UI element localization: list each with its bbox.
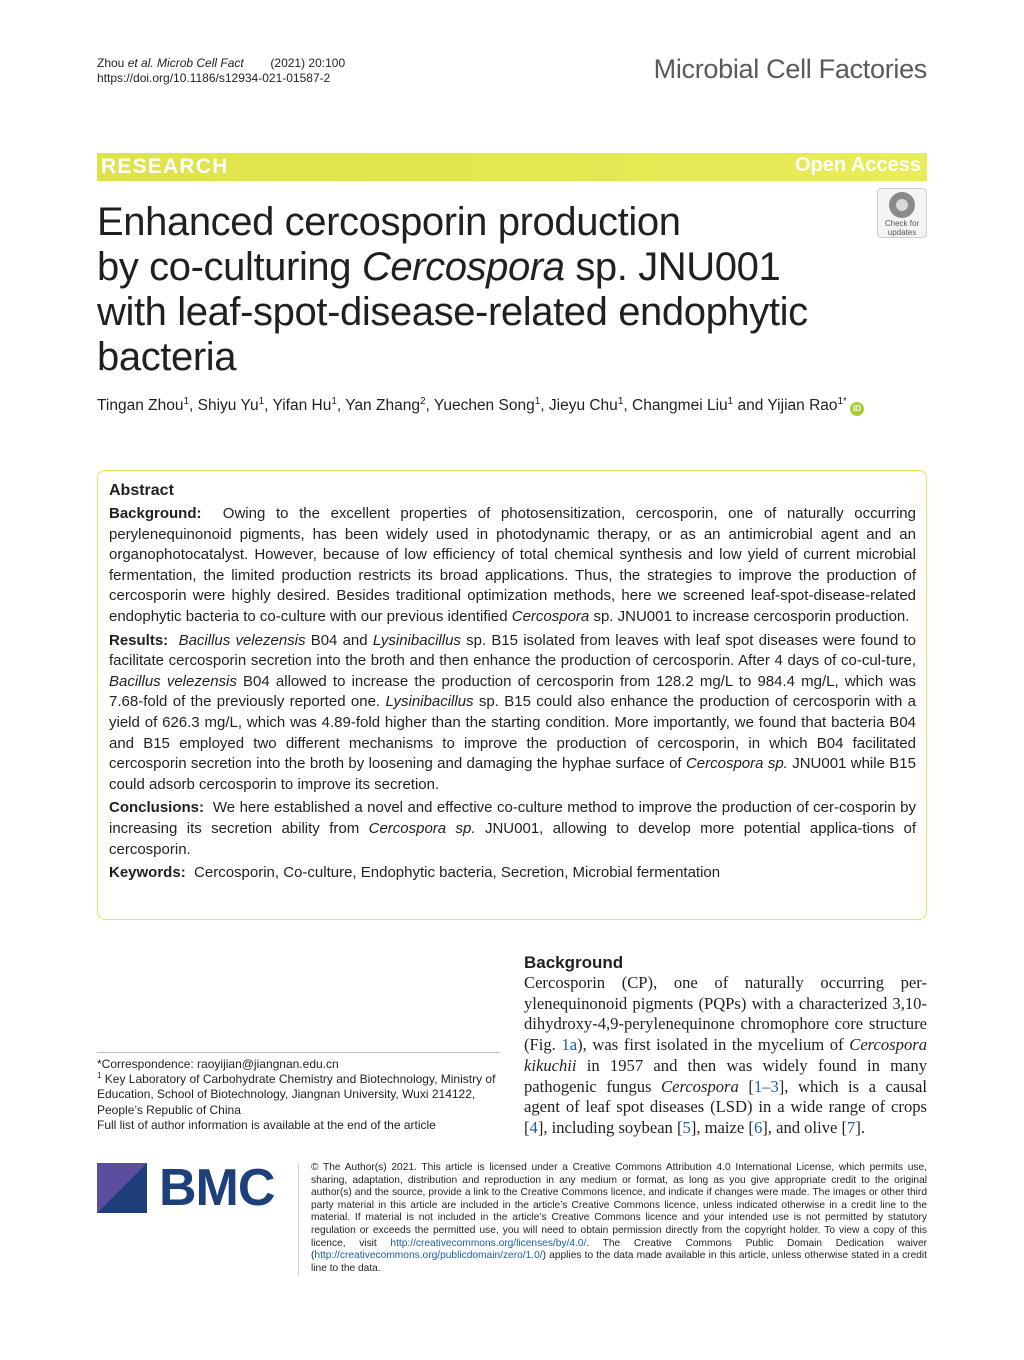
title-line-3: with leaf-spot-disease-related endophytic <box>97 290 808 334</box>
figure-ref[interactable]: 1a <box>561 1035 578 1055</box>
publicdomain-link[interactable]: http://creativecommons.org/publicdomain/zero/1.0/ <box>314 1250 543 1262</box>
article-type-banner <box>97 153 927 181</box>
article-type-label: RESEARCH <box>101 155 229 178</box>
citation <box>97 56 345 86</box>
author-info-note: Full list of author information is available at the end of the article <box>97 1117 436 1132</box>
citation-volume: (2021) 20:100 <box>243 56 346 70</box>
affiliation: $^1$ Key Laboratory of Carbohydrate Chemistry and Biotechnology, Ministry of Education, School of Biotechnology, Jiangnan University, Wuxi 214122, People’s Republic of China <box>97 1071 496 1117</box>
badge-line-1: Check for <box>884 219 920 228</box>
bmc-logo-text: BMC <box>159 1159 275 1217</box>
citation-ref[interactable]: 1–3 <box>753 1076 779 1096</box>
title-line-4: bacteria <box>97 335 237 379</box>
check-for-updates-badge[interactable] <box>877 188 927 238</box>
abstract-keywords: Keywords: Cercosporin, Co-culture, Endophytic bacteria, Secretion, Microbial fermentation <box>109 864 721 882</box>
abstract-results: Results: Bacillus velezensis B04 and Lysinibacillus sp. B15 isolated from leaves with leaf spot diseases were found to facilitate cercosporin secretion into the broth and then enhance the production of cercosporin. After 4 days of co-cul-ture, Bacillus velezensis B04 allowed to increase the production of cercosporin from 128.2 mg/L to 984.4 mg/L, which was 7.68-fold of the previously reported one. Lysinibacillus sp. B15 could also enhance the production of cercosporin with a yield of 626.3 mg/L, which was 4.89-fold higher than the starting condition. More importantly, we found that bacteria B04 and B15 employed two different mechanisms to improve the production of cercosporin, in which B04 facilitated cercosporin secretion into the broth by loosening and damaging the hyphae surface of Cercospora sp. JNU001 while B15 could adsorb cercosporin to improve its secretion. <box>109 631 916 793</box>
title-line-1: Enhanced cercosporin production <box>97 200 681 244</box>
open-access-label: Open Access <box>795 154 921 176</box>
title-part: sp. JNU001 <box>564 245 781 289</box>
correspondence <box>97 1057 497 1133</box>
abstract-conclusions: Conclusions: We here established a novel and effective co-culture method to improve the production of cer-cosporin by increasing its secretion ability from Cercospora sp. JNU001, allowing to develop more potential applica-tions of cercosporin. <box>109 799 916 858</box>
license-divider <box>298 1163 299 1276</box>
author[interactable]: Shiyu Yu$^1$ <box>197 395 265 414</box>
license-link[interactable]: http://creativecommons.org/licenses/by/4.0/ <box>390 1237 587 1249</box>
journal-name: Microbial Cell Factories <box>653 54 927 84</box>
author-list: Tingan Zhou$^1$, Shiyu Yu$^1$, Yifan Hu$^1$, Yan Zhang$^2$, Yuechen Song$^1$, Jieyu Chu$^1$, Changmei Liu$^1$ and Yijian Rao$^{1*}$iD <box>97 397 864 416</box>
citation-ref[interactable]: 4 <box>529 1117 538 1137</box>
citation-ref[interactable]: 6 <box>753 1117 763 1137</box>
author[interactable]: Tingan Zhou$^1$ <box>97 395 190 414</box>
badge-text <box>878 219 926 237</box>
section-heading-background: Background <box>524 953 624 972</box>
author[interactable]: Changmei Liu$^1$ <box>632 395 734 414</box>
orcid-icon[interactable]: iD <box>850 402 864 416</box>
author[interactable]: Yifan Hu$^1$ <box>272 395 337 414</box>
update-icon <box>889 192 915 218</box>
abstract-heading: Abstract <box>109 482 174 499</box>
footnote-divider <box>97 1052 500 1053</box>
background-paragraph: Cercosporin (CP), one of naturally occurring per-ylenequinonoid pigments (PQPs) with a characterized 3,10-dihydroxy-4,9-perylenequinone chromophore core structure (Fig. 1a), was first isolated in the mycelium of Cercospora kikuchii in 1957 and then was widely found in many pathogenic fungus Cercospora [1–3], which is a causal agent of leaf spot diseases (LSD) in a wide range of crops [4], including soybean [5], maize [6], and olive [7]. <box>524 973 927 1137</box>
license-text: © The Author(s) 2021. This article is licensed under a Creative Commons Attribution 4.0 International License, which permits use, sharing, adaptation, distribution and reproduction in any medium or format, as long as you give appropriate credit to the original author(s) and the source, provide a link to the Creative Commons licence, and indicate if changes were made. The images or other third party material in this article are included in the article’s Creative Commons licence, unless indicated otherwise in a credit line to the material. If material is not included in the article’s Creative Commons licence and your intended use is not permitted by statutory regulation or exceeds the permitted use, you will need to obtain permission directly from the copyright holder. To view a copy of this licence, visit http://creativecommons.org/licenses/by/4.0/. The Creative Commons Public Domain Dedication waiver (http://creativecommons.org/publicdomain/zero/1.0/) applies to the data made available in this article, unless otherwise stated in a credit line to the data. <box>311 1162 927 1274</box>
title-line-2 <box>97 245 857 290</box>
citation-ref[interactable]: 5 <box>682 1117 691 1137</box>
abstract-background: Background: Owing to the excellent properties of photosensitization, cercosporin, one of naturally occurring perylenequinonoid pigments, has been widely used in photodynamic therapy, or as an antimicrobial agent and an organophotocatalyst. However, because of low efficiency of total chemical synthesis and low yield of current microbial fermentation, the limited production restricts its broad applications. Thus, the strategies to improve the production of cercosporin were highly desired. Besides traditional optimization methods, here we screened leaf-spot-disease-related endophytic bacteria to co-culture with our previous identified Cercospora sp. JNU001 to increase cercosporin production. <box>109 505 916 625</box>
article-title <box>97 200 857 380</box>
citation-journal-abbrev: et al. Microb Cell Fact <box>127 56 244 70</box>
bmc-logo-mark-icon <box>97 1163 147 1213</box>
doi-link[interactable]: https://doi.org/10.1186/s12934-021-01587-2 <box>97 71 331 85</box>
title-italic: Cercospora <box>361 245 565 289</box>
title-part: by co-culturing <box>97 245 362 289</box>
badge-line-2: updates <box>887 228 917 237</box>
author[interactable]: Yijian Rao$^{1*}$ <box>767 395 847 414</box>
author[interactable]: Jieyu Chu$^1$ <box>548 395 624 414</box>
citation-line1 <box>97 56 345 71</box>
citation-ref[interactable]: 7 <box>847 1117 856 1137</box>
author[interactable]: Yuechen Song$^1$ <box>433 395 541 414</box>
citation-author: Zhou <box>97 56 128 70</box>
bmc-logo[interactable] <box>97 1159 287 1217</box>
correspondence-email[interactable]: *Correspondence: raoyijian@jiangnan.edu.cn <box>97 1057 339 1071</box>
abstract-box <box>97 470 927 920</box>
author[interactable]: Yan Zhang$^2$ <box>345 395 426 414</box>
